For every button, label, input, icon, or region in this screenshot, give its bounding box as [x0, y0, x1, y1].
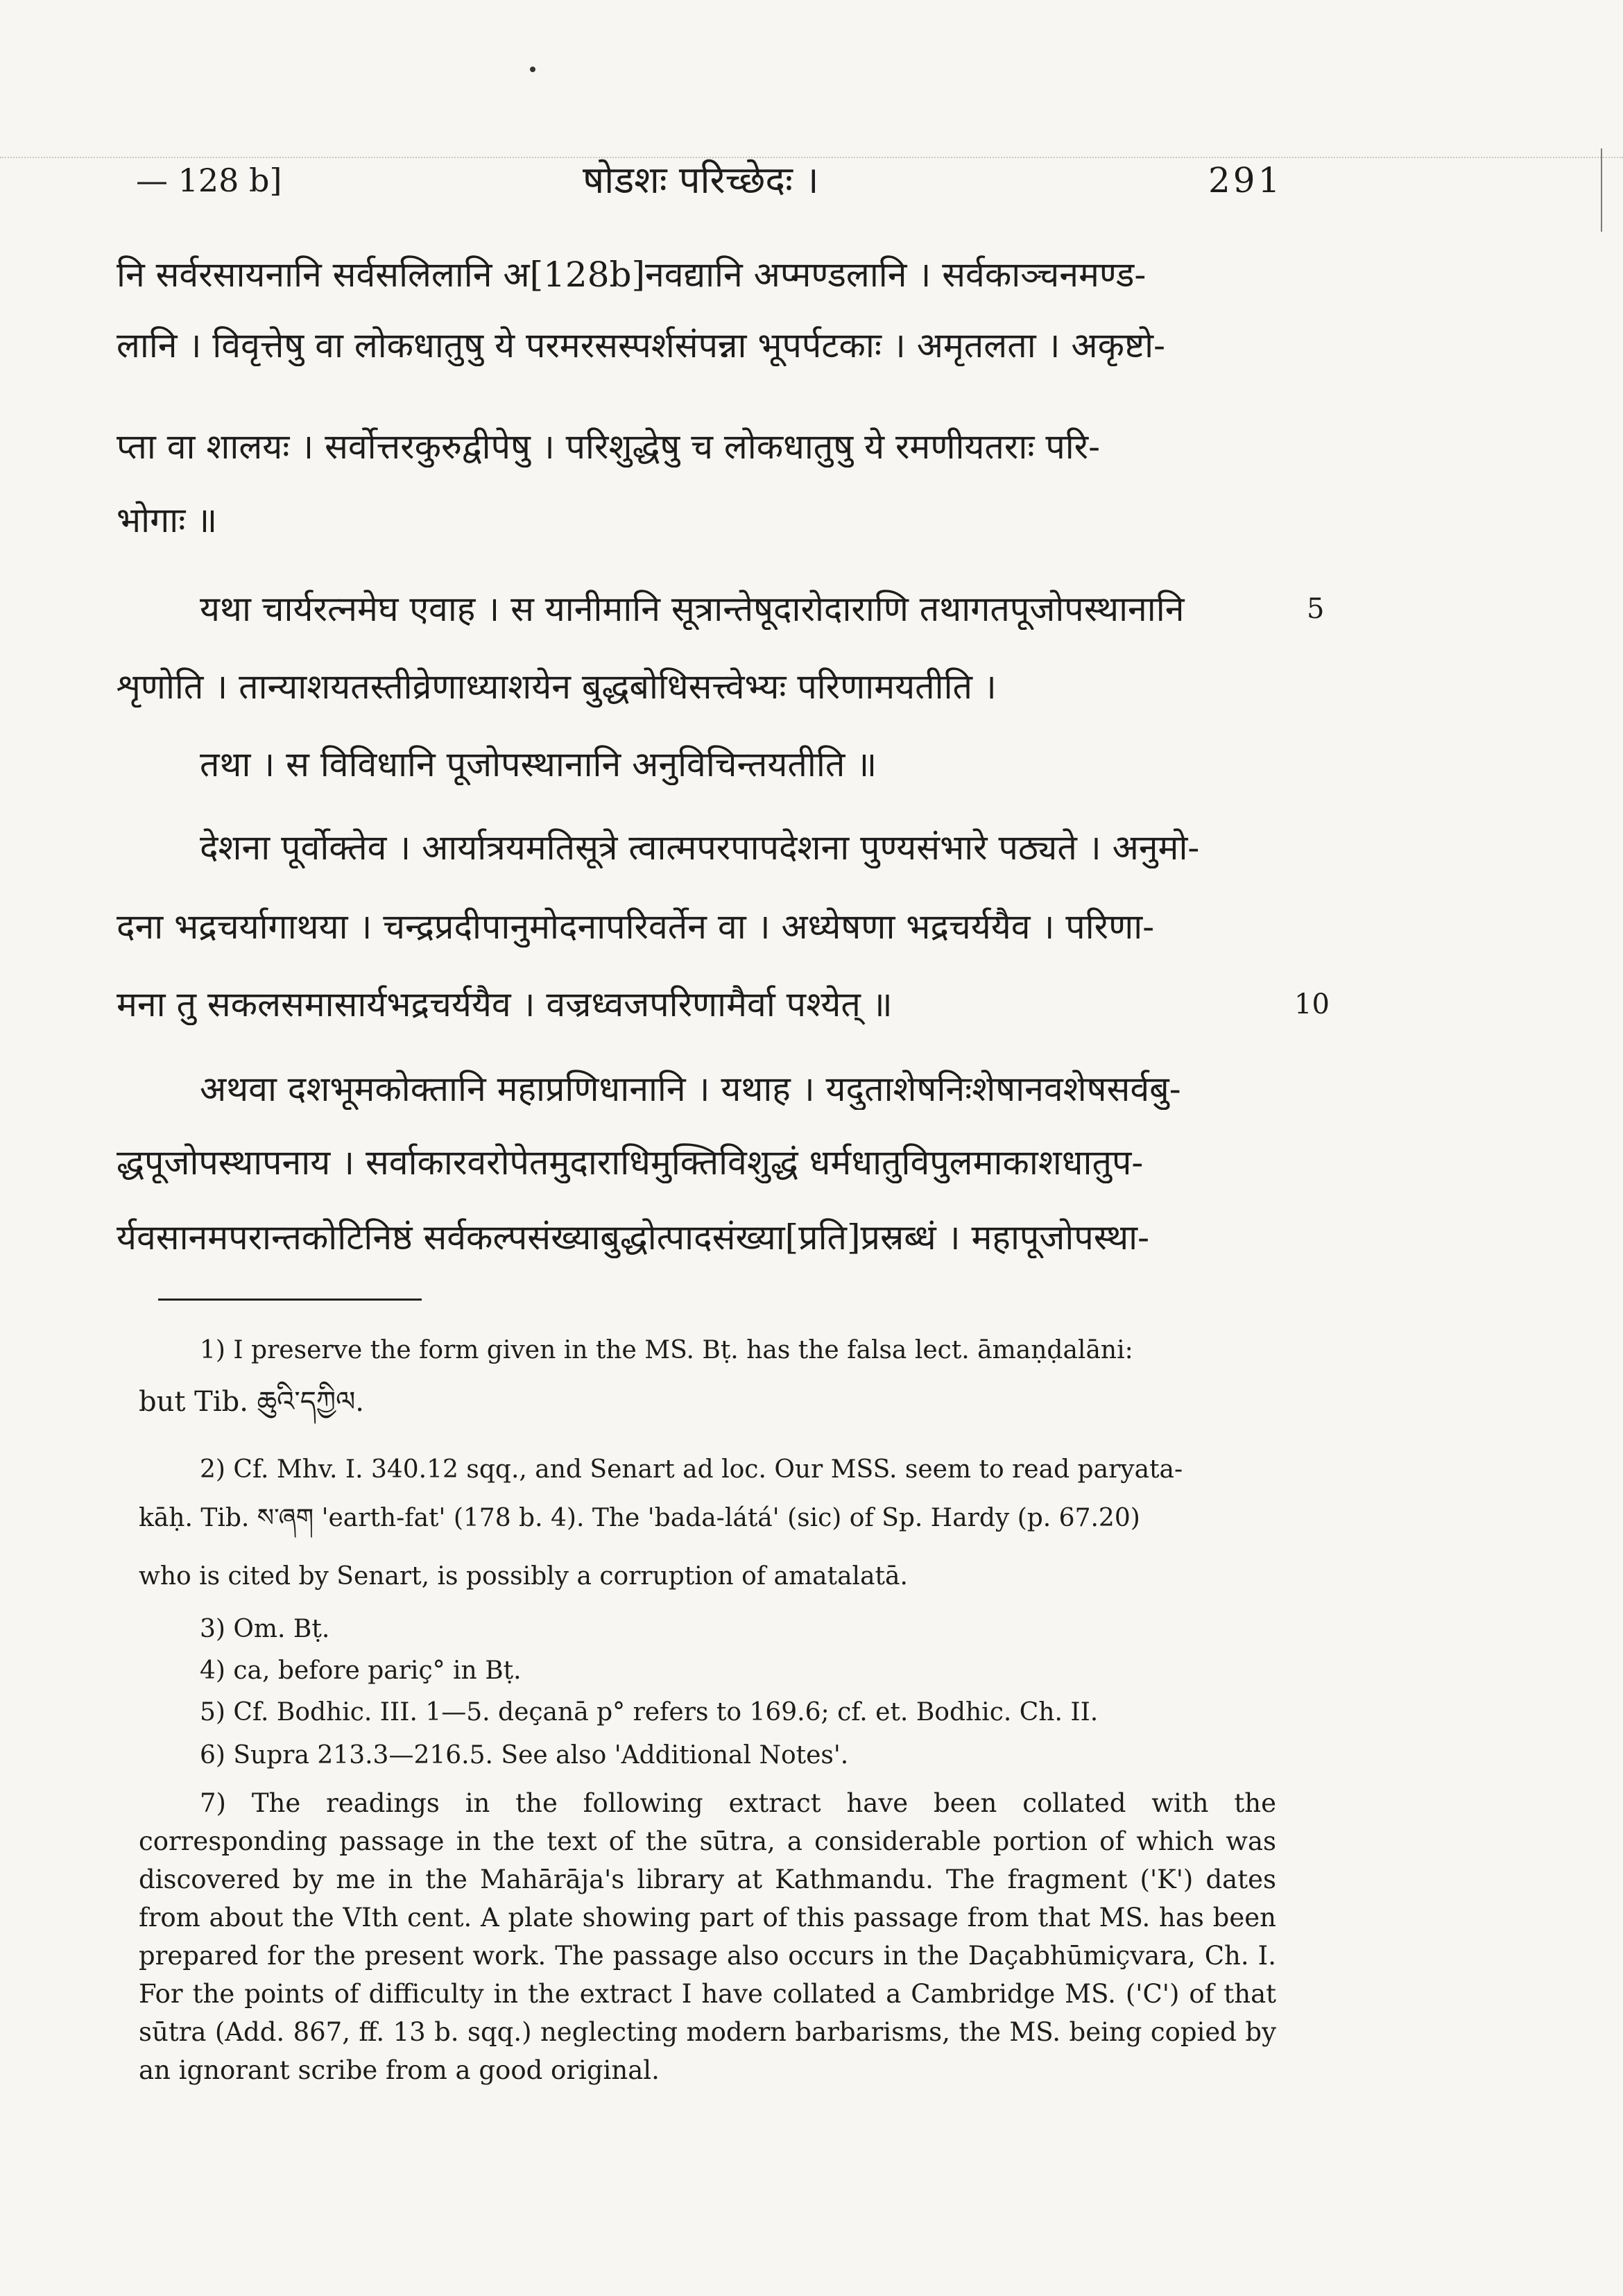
text-line: देशना पूर्वोक्तेव । आर्यात्रयमतिसूत्रे त्वात्मपरपापदेशना पुण्यसंभारे पठ्यते । अनुमो- [200, 828, 1200, 868]
text-line: शृणोति । तान्याशयतस्तीव्रेणाध्याशयेन बुद्धबोधिसत्त्वेभ्यः परिणामयतीति । [117, 667, 997, 707]
text-line: प्ता वा शालयः । सर्वोत्तरकुरुद्वीपेषु । परिशुद्धेषु च लोकधातुषु ये रमणीयतराः परि- [117, 427, 1101, 467]
text-line: नि सर्वरसायनानि सर्वसलिलानि अ[128b]नवद्यानि अप्मण्डलानि । सर्वकाञ्चनमण्ड- [117, 255, 1147, 295]
footnote: 4) ca, before pariç° in Bṭ. [200, 1656, 522, 1685]
footnote: 3) Om. Bṭ. [200, 1615, 330, 1643]
footnote: 6) Supra 213.3—216.5. See also 'Additional Notes'. [200, 1741, 849, 1770]
line-number: 10 [1294, 988, 1330, 1020]
scan-edge-mark [1601, 148, 1602, 232]
text-line: यथा चार्यरत्नमेघ एवाह । स यानीमानि सूत्रान्तेषूदारोदाराणि तथागतपूजोपस्थानानि [200, 589, 1185, 629]
running-head-left: — 128 b] [136, 162, 282, 199]
footnote: 5) Cf. Bodhic. III. 1—5. deçanā p° refers to 169.6; cf. et. Bodhic. Ch. II. [200, 1698, 1099, 1727]
ink-speck [530, 67, 535, 72]
footnote-continuation: kāḥ. Tib. ས་ཞག 'earth-fat' (178 b. 4). The 'bada-látá' (sic) of Sp. Hardy (p. 67.20) [139, 1504, 1140, 1532]
footnote-rule [158, 1299, 422, 1301]
footnote-continuation: but Tib. ཆུའི་དཀྱིལ. [139, 1386, 365, 1418]
footnote-long: 7) The readings in the following extract have been collated with the corresponding passage in the text of the sūtra, a considerable portion of which was discovered by me in the Mahārāja's library at Kathmandu. The fragment ('K') dates from about the VIth cent. A plate showing part of this passage from that MS. has been prepared for the present work. The passage also occurs in the Daçabhūmiçvara, Ch. I. For the points of difficulty in the extract I have collated a Cambridge MS. ('C') of that sūtra (Add. 867, ff. 13 b. sqq.) neglecting modern barbarisms, the MS. being copied by an ignorant scribe from a good original. [139, 1788, 1276, 2085]
text-line: अथवा दशभूमकोक्तानि महाप्रणिधानानि । यथाह । यदुताशेषनिःशेषानवशेषसर्वबु- [200, 1069, 1181, 1109]
running-head-title: षोडशः परिच्छेदः । [583, 158, 819, 202]
text-line: भोगाः ॥ [117, 500, 218, 540]
text-line: तथा । स विविधानि पूजोपस्थानानि अनुविचिन्तयतीति ॥ [200, 744, 877, 785]
text-line: मना तु सकलसमासार्यभद्रचर्ययैव । वज्रध्वजपरिणामैर्वा पश्येत् ॥ [117, 984, 893, 1025]
footnote-continuation: who is cited by Senart, is possibly a corruption of amatalatā. [139, 1562, 908, 1591]
footnote: 1) I preserve the form given in the MS. Bṭ. has the falsa lect. āmaṇḍalāni: [200, 1336, 1133, 1364]
page-number: 291 [1208, 160, 1283, 200]
text-line: लानि । विवृत्तेषु वा लोकधातुषु ये परमरसस्पर्शसंपन्ना भूपर्पटकाः । अमृतलता । अकृष्टो- [117, 325, 1166, 366]
line-number: 5 [1307, 593, 1325, 625]
text-line: र्यवसानमपरान्तकोटिनिष्ठं सर्वकल्पसंख्याबुद्धोत्पादसंख्या[प्रति]प्रस्रब्धं । महापूजोपस्था- [117, 1217, 1149, 1258]
footnote: 2) Cf. Mhv. I. 340.12 sqq., and Senart ad loc. Our MSS. seem to read paryata- [200, 1455, 1183, 1484]
text-line: दना भद्रचर्यागाथया । चन्द्रप्रदीपानुमोदनापरिवर्तेन वा । अध्येषणा भद्रचर्ययैव । परिणा- [117, 907, 1155, 947]
text-line: द्धपूजोपस्थापनाय । सर्वाकारवरोपेतमुदाराधिमुक्तिविशुद्धं धर्मधातुविपुलमाकाशधातुप- [117, 1142, 1144, 1183]
